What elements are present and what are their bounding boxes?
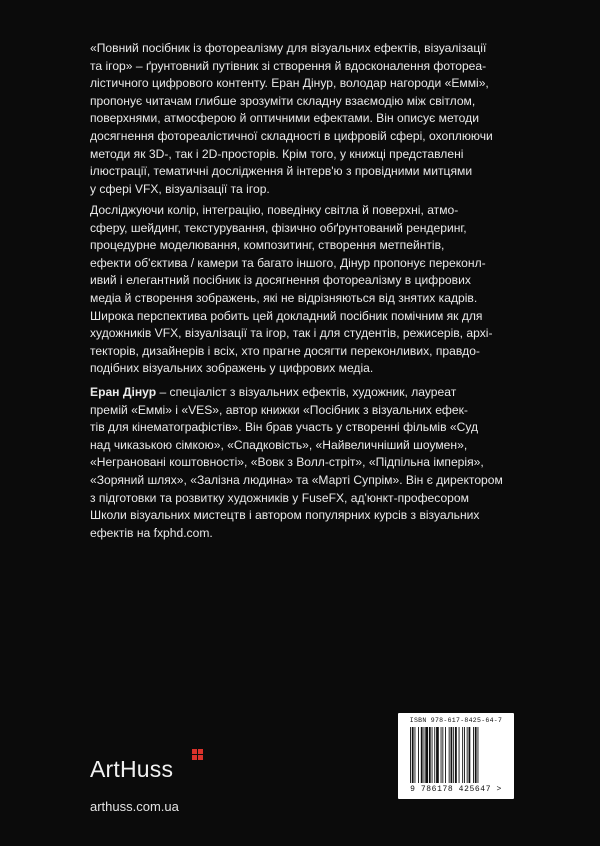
barcode-bar <box>475 727 477 783</box>
barcode-bar <box>434 727 435 783</box>
publisher-website: arthuss.com.ua <box>90 799 179 814</box>
author-bio: – спеціаліст з візуальних ефектів, художник, лауреат премій «Еммі» і «VES», автор книжки «Посібник з візуальних ефек- тів для кінематографістів». Він брав участь у створенні фільмів «Суд над чиказькою сімкою», «Спадковість», «Найвеличніший шоумен», «Неграновані коштовності», «Вовк з Волл-стріт», «Підпільна імперія», «Зоряний шлях», «Залізна людина» та «Марті Супрім». Він є директором з підготовки та розвитку художників у FuseFX, ад'юнкт-професором Школи візуальних мистецтв і автором популярних курсів з візуальних ефектів на fxphd.com. <box>90 385 503 540</box>
author-bio-paragraph <box>90 384 518 542</box>
barcode-bar <box>451 727 453 783</box>
barcode-bar <box>462 727 463 783</box>
barcode-bar <box>415 727 416 783</box>
barcode-bar <box>441 727 442 783</box>
barcode-digits: 9 786178 425647 > <box>410 785 502 794</box>
barcode-bar <box>429 727 431 783</box>
isbn-number: ISBN 978-617-8425-64-7 <box>409 717 503 724</box>
author-name: Еран Дінур <box>90 385 157 399</box>
barcode-bar <box>478 727 479 783</box>
barcode-bar <box>469 727 471 783</box>
barcode-bar <box>421 727 423 783</box>
barcode-bar <box>425 727 428 783</box>
barcode-bar <box>449 727 450 783</box>
barcode-bar <box>424 727 425 783</box>
barcode-bar <box>432 727 433 783</box>
barcode-bar <box>436 727 439 783</box>
barcode-bar <box>459 727 460 783</box>
barcode-bar <box>445 727 446 783</box>
barcode-bar <box>453 727 454 783</box>
publisher-logo-text: ArtHuss <box>90 756 174 782</box>
barcode-bars <box>410 727 504 783</box>
barcode-bar <box>467 727 468 783</box>
barcode-bar <box>464 727 465 783</box>
publisher-logo-mark-icon <box>192 749 204 761</box>
barcode-bar <box>410 727 411 783</box>
barcode-bar <box>412 727 414 783</box>
description-paragraph-2: Досліджуючи колір, інтеграцію, поведінку світла й поверхні, атмо- сферу, шейдинг, текстурування, фізично обґрунтований рендеринг, процедурне моделювання, композитинг, створення метпейнтів, ефекти об'єктива / камери та багато іншого, Дінур пропонує переконл- ивий і елегантний посібник із досягнення фотореалізму в цифрових медіа й створення зображень, які не відрізняються від знятих кадрів. Широка перспектива робить цей докладний посібник помічним як для художників VFX, візуалізації та ігор, так і для студентів, режисерів, архі- текторів, дизайнерів і всіх, хто прагне досягти переконливих, правдо- подібних візуальних зображень у цифрових медіа. <box>90 203 493 376</box>
barcode-bar <box>455 727 457 783</box>
barcode-label <box>398 713 514 799</box>
barcode-bar <box>473 727 474 783</box>
barcode-bar <box>442 727 443 783</box>
barcode-bar <box>418 727 419 783</box>
description-paragraph-1: «Повний посібник із фотореалізму для візуальних ефектів, візуалізації та ігор» – ґрунтовний путівник зі створення й вдосконалення фотореа- лістичного цифрового контенту. Еран Дінур, володар нагороди «Еммі», пропонує читачам глибше зрозуміти складну взаємодію між світлом, поверхнями, атмосферою й оптичними ефектами. Він описує методи досягнення фотореалістичної складності в цифровій сфері, охоплюючи методи як 3D-, так і 2D-просторів. Крім того, у книжці представлені ілюстрації, тематичні дослідження й інтерв'ю з провідними митцями у сфері VFX, візуалізації та ігор. <box>90 41 493 196</box>
